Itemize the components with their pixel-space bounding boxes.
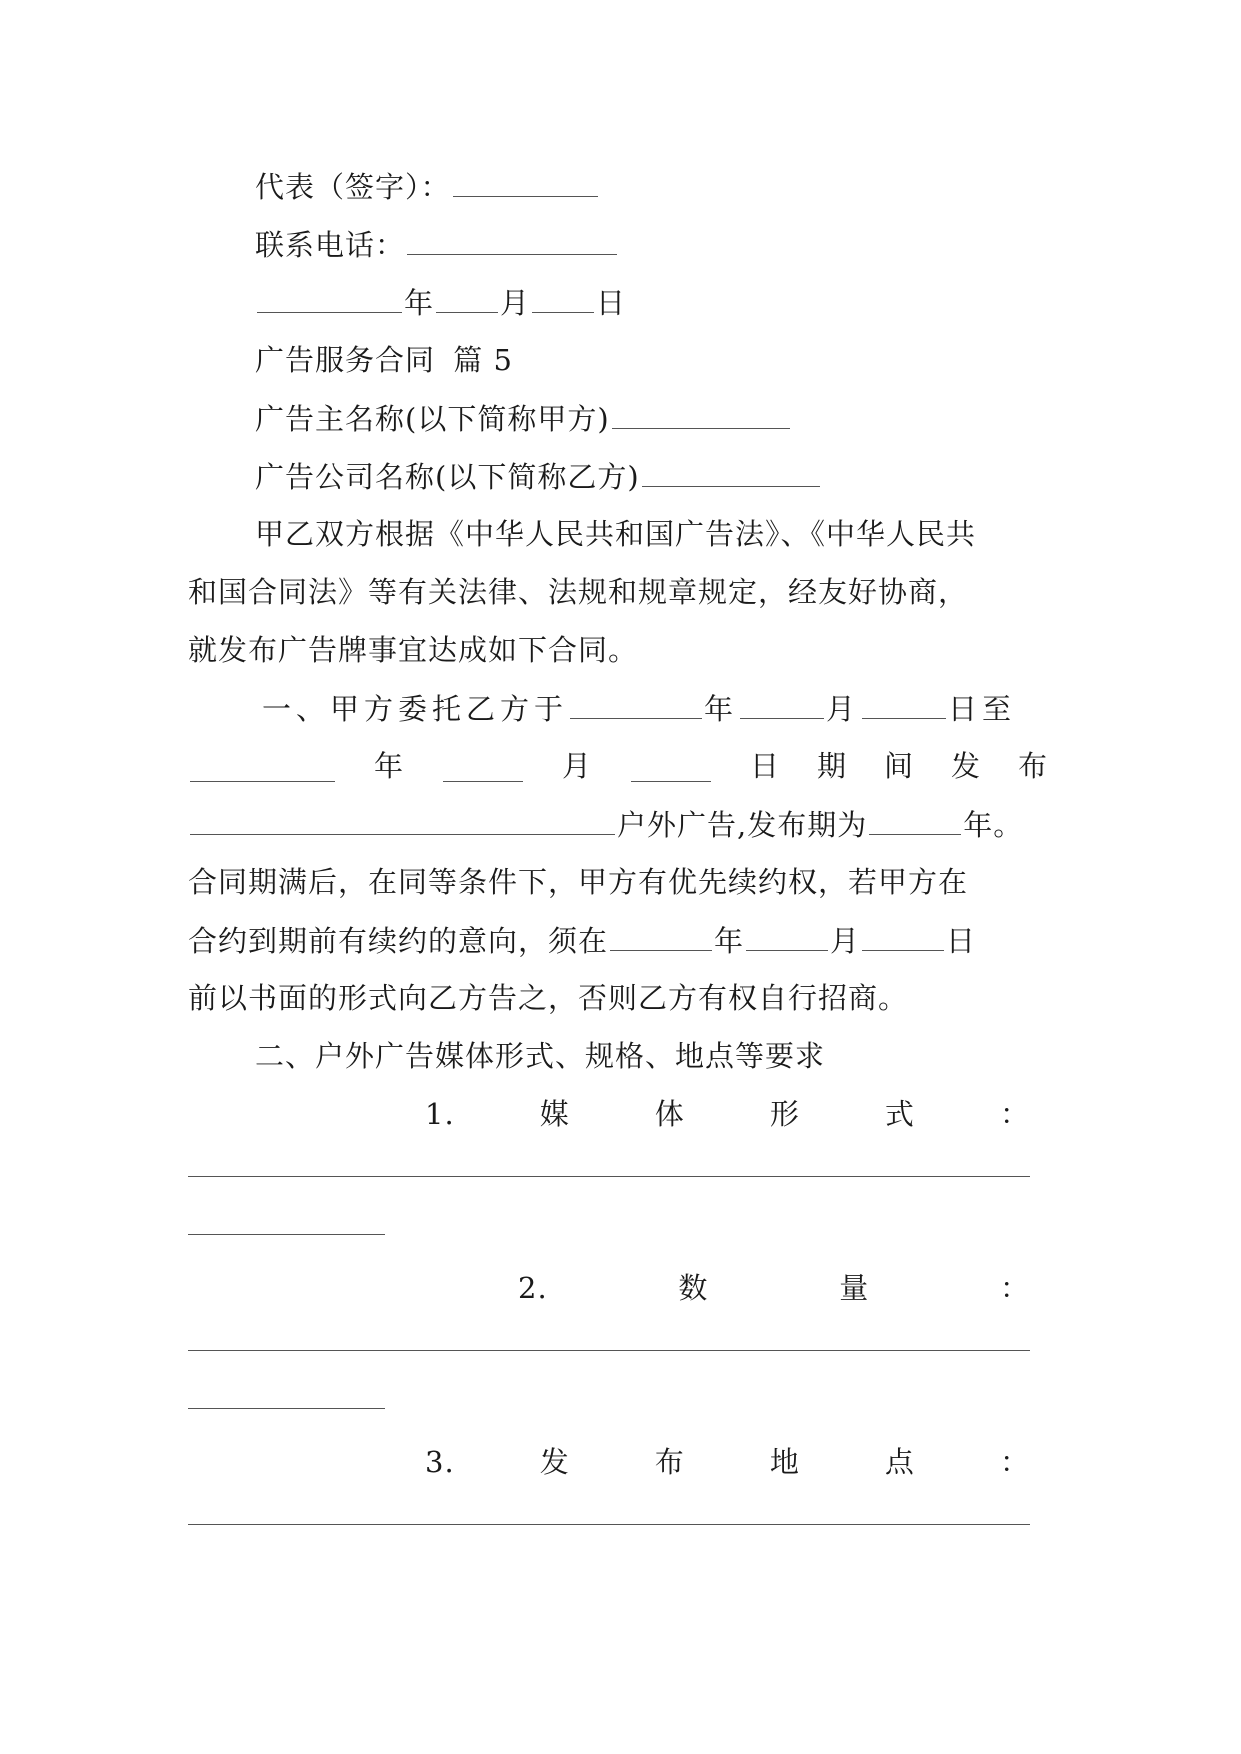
clause1-month-label: 月 xyxy=(826,692,861,726)
representative-line xyxy=(255,166,600,207)
date-line xyxy=(255,282,626,323)
clause1-start-month-blank xyxy=(740,688,824,719)
item2-char-2: 量 xyxy=(839,1271,870,1305)
clause1-end-day-blank xyxy=(631,751,711,782)
clause1-start-day-blank xyxy=(862,688,946,719)
item1-char-4: 式 xyxy=(884,1097,915,1131)
clause1-day-to-label: 日至 xyxy=(948,692,1017,726)
clause1-line-3 xyxy=(188,804,1023,845)
clause2-item-1 xyxy=(425,1094,1030,1134)
date-month-blank xyxy=(436,282,498,313)
party-b-label: 广告公司名称(以下简称乙方) xyxy=(255,460,640,494)
clause2-item-2 xyxy=(518,1268,1030,1308)
clause1-period-years-label: 年。 xyxy=(963,808,1024,842)
item2-char-1: 数 xyxy=(678,1271,709,1305)
clause1-line-5 xyxy=(188,920,976,961)
clause1-line-2 xyxy=(188,746,1048,786)
date-day-blank xyxy=(532,282,594,313)
section-part: 篇 5 xyxy=(453,343,513,377)
clause1-end-year-label: 年 xyxy=(373,749,404,783)
clause1-renew-day-label: 日 xyxy=(946,924,977,958)
representative-label: 代表（签字）： xyxy=(255,170,451,204)
clause1-publish-char-1: 发 xyxy=(950,749,981,783)
clause1-start-year-blank xyxy=(570,688,702,719)
clause1-end-year-blank xyxy=(190,751,335,782)
clause1-between-char: 间 xyxy=(883,749,914,783)
item1-number: 1. xyxy=(425,1097,455,1131)
item1-colon: ： xyxy=(999,1097,1030,1131)
item3-char-4: 点 xyxy=(884,1445,915,1479)
phone-label: 联系电话： xyxy=(255,228,406,262)
clause1-prefix: 一、甲方委托乙方于 xyxy=(262,692,569,726)
item3-char-3: 地 xyxy=(769,1445,800,1479)
clause1-line-6: 前以书面的形式向乙方告之，否则乙方有权自行招商。 xyxy=(188,981,909,1015)
party-b-line xyxy=(255,456,822,497)
clause1-end-month-label: 月 xyxy=(561,749,592,783)
item2-number: 2. xyxy=(518,1271,548,1305)
clause1-period-char: 期 xyxy=(816,749,847,783)
item3-char-1: 发 xyxy=(539,1445,570,1479)
clause1-year-label: 年 xyxy=(704,692,739,726)
intro-line-3: 就发布广告牌事宜达成如下合同。 xyxy=(188,633,639,667)
clause1-line-4: 合同期满后，在同等条件下，甲方有优先续约权，若甲方在 xyxy=(188,865,969,899)
date-day-label: 日 xyxy=(596,286,627,320)
party-a-label: 广告主名称(以下简称甲方) xyxy=(255,402,610,436)
date-year-blank xyxy=(257,282,402,313)
clause1-renew-day-blank xyxy=(862,920,944,951)
item3-char-2: 布 xyxy=(654,1445,685,1479)
clause1-end-month-blank xyxy=(443,751,523,782)
date-month-label: 月 xyxy=(500,286,531,320)
item2-rule-long xyxy=(188,1350,1030,1351)
clause1-ad-blank xyxy=(190,804,615,835)
item2-colon: ： xyxy=(999,1271,1030,1305)
clause1-end-day-label: 日 xyxy=(749,749,780,783)
clause2-title: 二、户外广告媒体形式、规格、地点等要求 xyxy=(255,1039,826,1073)
clause1-line-1 xyxy=(262,688,1016,729)
date-year-label: 年 xyxy=(404,286,435,320)
clause1-ad-text: 户外广告,发布期为 xyxy=(617,808,868,842)
clause2-item-3 xyxy=(425,1442,1030,1482)
item1-rule-long xyxy=(188,1176,1030,1177)
clause1-renew-year-blank xyxy=(610,920,712,951)
representative-blank xyxy=(453,166,598,197)
phone-line xyxy=(255,224,619,265)
section-title: 广告服务合同 xyxy=(255,343,436,377)
clause1-renew-prefix: 合约到期前有续约的意向，须在 xyxy=(188,924,609,958)
item3-number: 3. xyxy=(425,1445,455,1479)
clause1-period-years-blank xyxy=(869,804,961,835)
intro-line-1: 甲乙双方根据《中华人民共和国广告法》、《中华人民共 xyxy=(255,517,977,551)
party-b-blank xyxy=(642,456,820,487)
party-a-line xyxy=(255,398,792,439)
phone-blank xyxy=(407,224,617,255)
item1-rule-short xyxy=(188,1234,385,1235)
item1-char-2: 体 xyxy=(654,1097,685,1131)
clause1-renew-month-label: 月 xyxy=(830,924,861,958)
item2-rule-short xyxy=(188,1408,385,1409)
item3-colon: ： xyxy=(999,1445,1030,1479)
item1-char-3: 形 xyxy=(769,1097,800,1131)
intro-line-2: 和国合同法》等有关法律、法规和规章规定，经友好协商， xyxy=(188,575,969,609)
item1-char-1: 媒 xyxy=(539,1097,570,1131)
item3-rule-long xyxy=(188,1524,1030,1525)
party-a-blank xyxy=(612,398,790,429)
section-title-line xyxy=(255,340,513,380)
clause1-renew-year-label: 年 xyxy=(714,924,745,958)
clause1-publish-char-2: 布 xyxy=(1017,749,1048,783)
clause1-renew-month-blank xyxy=(746,920,828,951)
